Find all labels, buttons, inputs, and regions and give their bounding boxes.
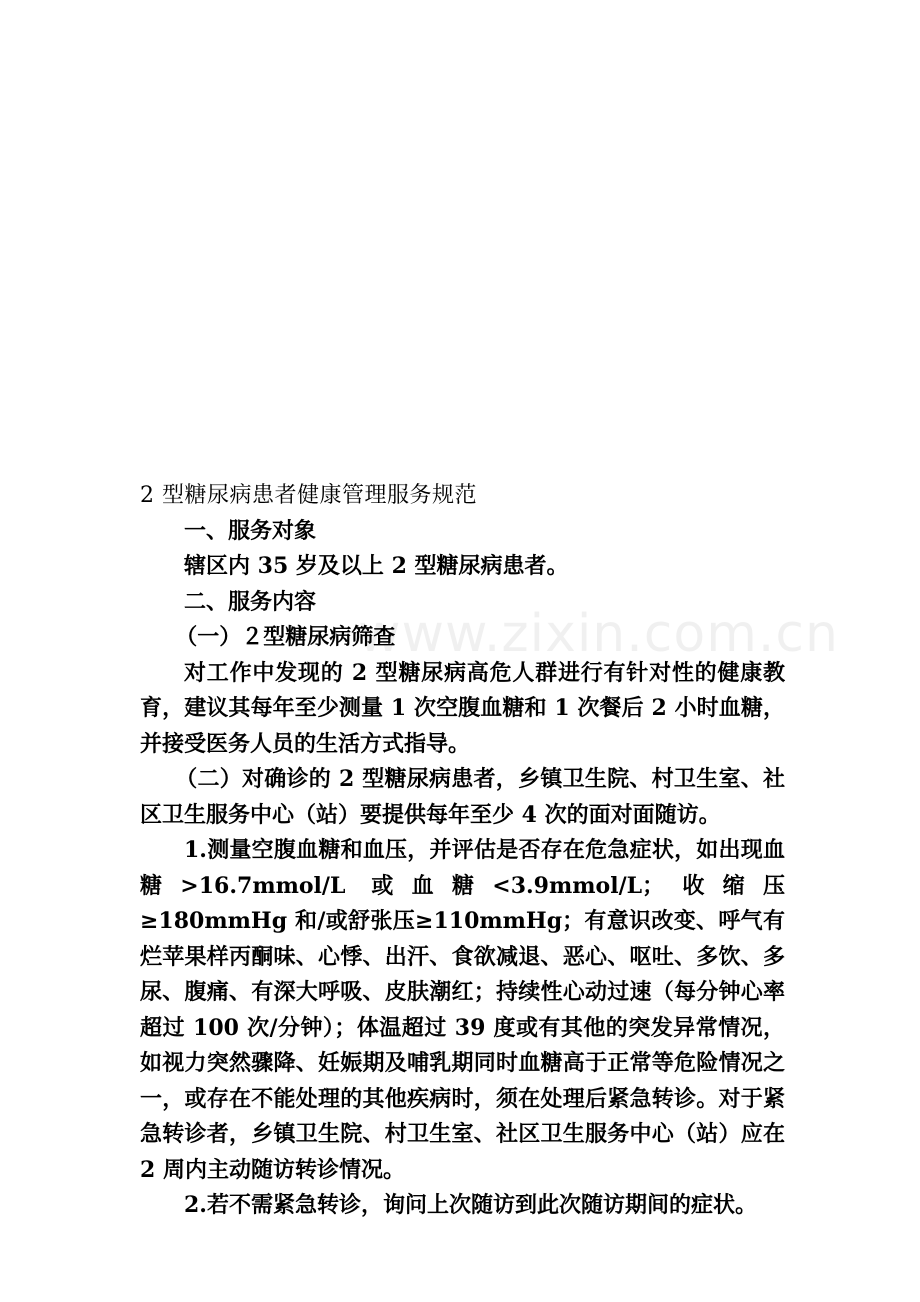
section-heading-service-target: 一、服务对象 [184, 517, 317, 544]
paragraph-service-target: 辖区内 35 岁及以上 2 型糖尿病患者。 [184, 553, 569, 579]
watermark: www.zixin.com.cn [358, 604, 839, 664]
document-body [140, 478, 785, 1224]
document-title: 2 型糖尿病患者健康管理服务规范 [140, 483, 477, 508]
section-heading-service-content: 二、服务内容 [184, 588, 317, 615]
paragraph-item-1: 1.测量空腹血糖和血压，并评估是否存在危急症状，如出现血糖>16.7mmol/L 或血糖<3.9mmol/L；收缩压≥180mmHg 和/或舒张压≥110mmHg；有意识改变、呼气有烂苹果样丙酮味、心悸、出汗、食欲减退、恶心、呕吐、多饮、多尿、腹痛、有深大呼吸、皮肤潮红；持续性心动过速（每分钟心率超过 100 次/分钟）；体温超过 39 度或有其他的突发异常情况，如视力突然骤降、妊娠期及哺乳期同时血糖高于正常等危险情况之一，或存在不能处理的其他疾病时，须在处理后紧急转诊。对于紧急转诊者，乡镇卫生院、村卫生室、社区卫生服务中心（站）应在 2 周内主动随访转诊情况。 [140, 837, 785, 1183]
paragraph-item-2: 2.若不需紧急转诊，询问上次随访到此次随访期间的症状。 [184, 1192, 757, 1218]
paragraph-follow-up: （二）对确诊的 2 型糖尿病患者，乡镇卫生院、村卫生室、社区卫生服务中心（站）要提供每年至少 4 次的面对面随访。 [140, 766, 785, 828]
subsection-heading-screening: （一）２型糖尿病筛查 [175, 624, 396, 650]
paragraph-screening: 对工作中发现的 2 型糖尿病高危人群进行有针对性的健康教育，建议其每年至少测量 1 次空腹血糖和 1 次餐后 2 小时血糖，并接受医务人员的生活方式指导。 [140, 659, 785, 757]
